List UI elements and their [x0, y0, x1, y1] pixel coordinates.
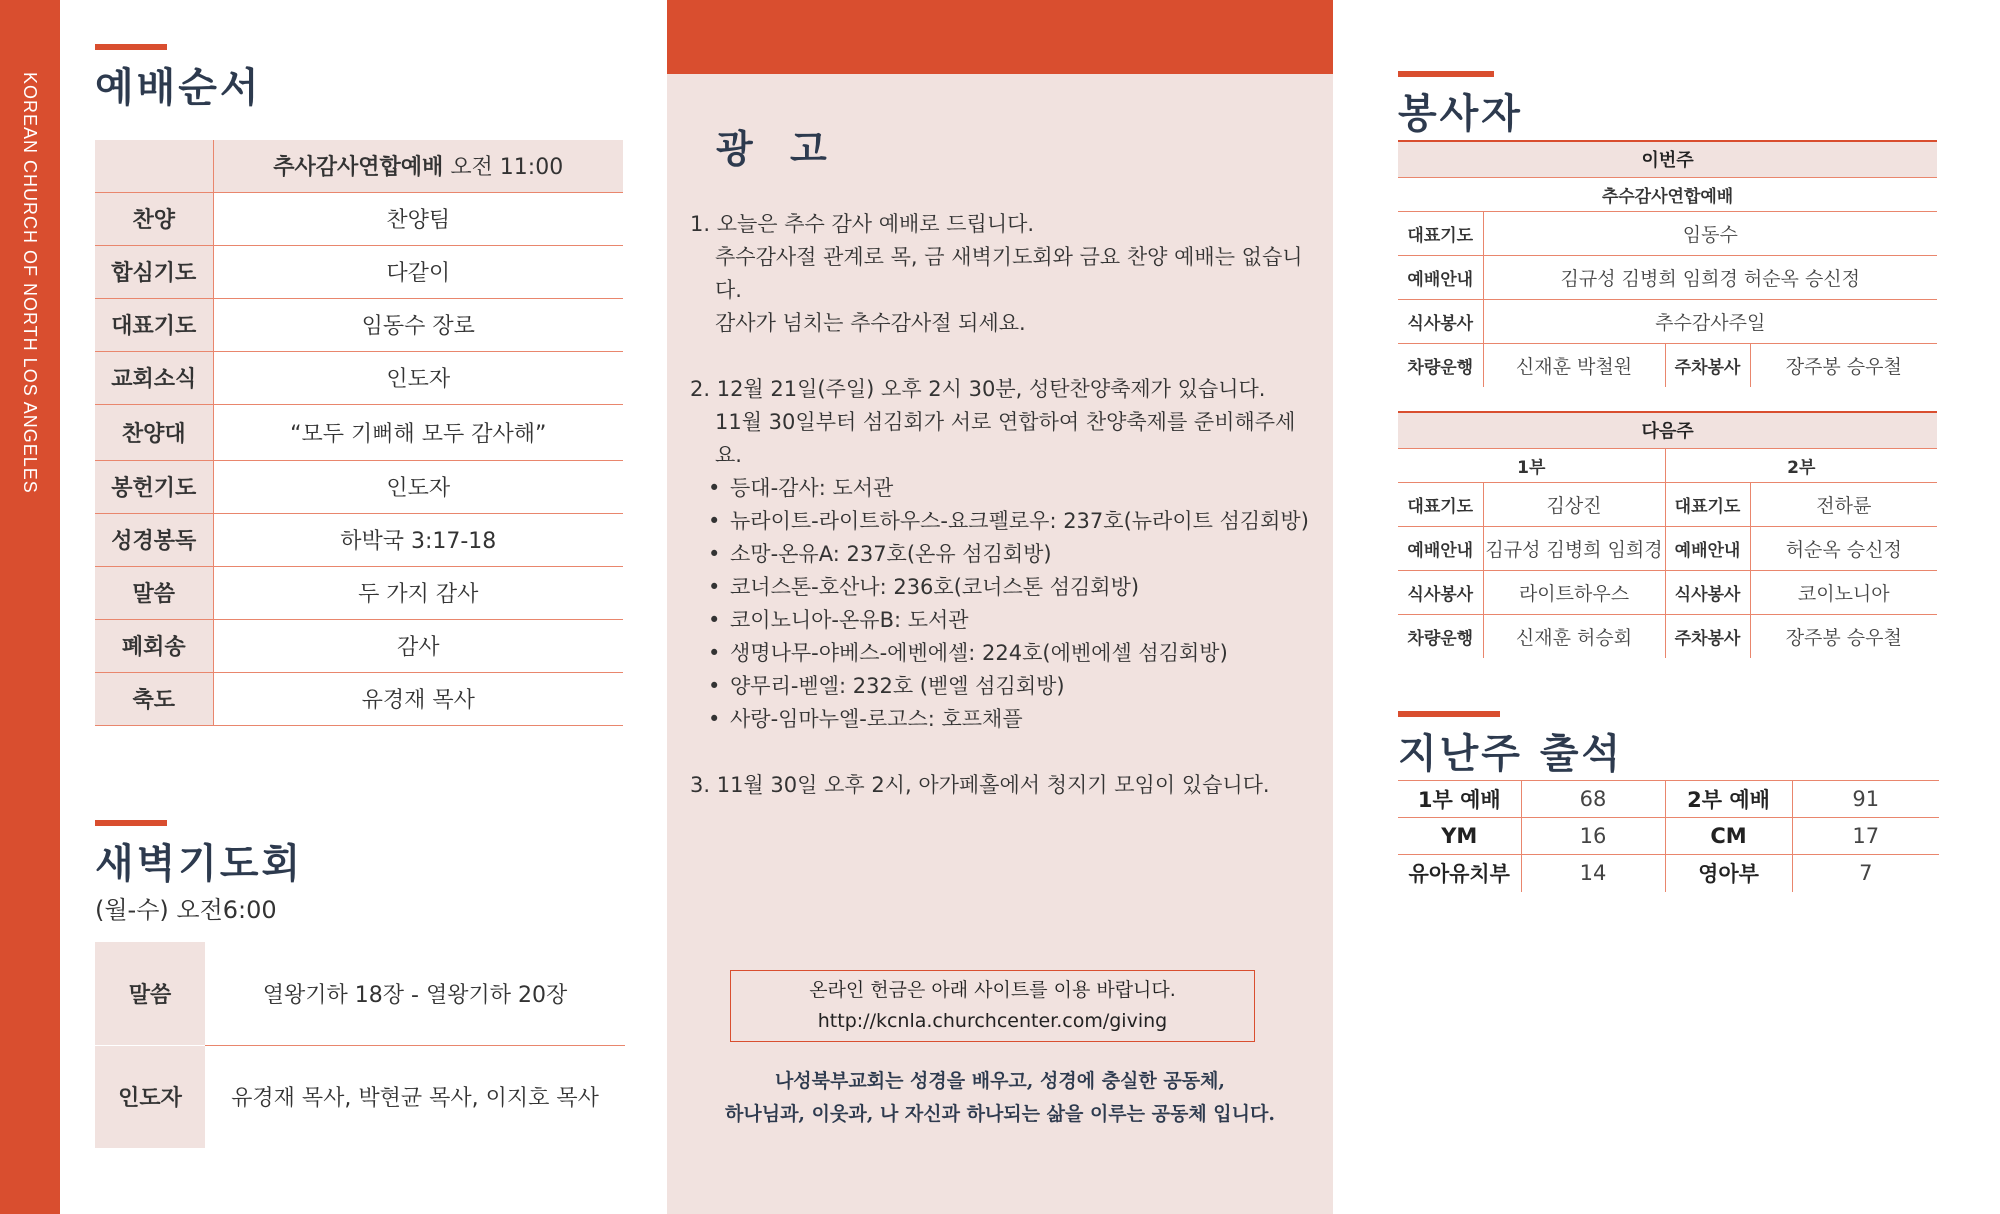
- order-value: 두 가지 감사: [213, 566, 623, 619]
- list-item: • 코이노니아-온유B: 도서관: [708, 604, 1320, 637]
- order-label: 찬양: [95, 192, 213, 245]
- side-bar: [0, 0, 60, 1214]
- vol-label: 대표기도: [1665, 482, 1750, 526]
- dawn-value: 열왕기하 18장 - 열왕기하 20장: [205, 942, 625, 1045]
- vol-value: 김규성 김병희 임희경: [1483, 526, 1665, 570]
- order-value: “모두 기뻐해 모두 감사해”: [213, 404, 623, 460]
- order-label: 축도: [95, 672, 213, 725]
- vol-label: 식사봉사: [1398, 299, 1483, 343]
- giving-url[interactable]: http://kcnla.churchcenter.com/giving: [817, 1010, 1168, 1032]
- vol-value: 신재훈 허승회: [1483, 614, 1665, 658]
- announcement-list: [690, 208, 1320, 802]
- dawn-title: 새벽기도회: [95, 840, 304, 887]
- order-value: 감사: [213, 619, 623, 672]
- att-value: 7: [1792, 855, 1939, 892]
- order-value: 찬양팀: [213, 192, 623, 245]
- service-1-label: 1부: [1398, 448, 1665, 482]
- church-name-vertical: KOREAN CHURCH OF NORTH LOS ANGELES: [20, 72, 40, 494]
- attendance-title: 지난주 출석: [1398, 730, 1624, 777]
- vol-value: 임동수: [1483, 211, 1937, 255]
- dawn-table: [95, 942, 625, 1148]
- order-row: [95, 513, 623, 566]
- service-time: 오전 11:00: [450, 155, 564, 181]
- vol-value: 코이노니아: [1750, 570, 1937, 614]
- order-row: [95, 351, 623, 404]
- vol-label: 대표기도: [1398, 482, 1483, 526]
- order-label: 대표기도: [95, 298, 213, 351]
- giving-text: 온라인 헌금은 아래 사이트를 이용 바랍니다.: [809, 979, 1176, 1001]
- dawn-label: 말씀: [95, 942, 205, 1045]
- announcement-top-band: [667, 0, 1333, 74]
- order-value: 인도자: [213, 460, 623, 513]
- attendance-table: [1398, 780, 1939, 892]
- next-week-label: 다음주: [1398, 412, 1937, 448]
- volunteers-title: 봉사자: [1398, 90, 1523, 137]
- att-label: 유아유치부: [1398, 855, 1521, 892]
- table-row: [1398, 299, 1937, 343]
- this-week-table: [1398, 140, 1937, 387]
- list-item: • 생명나무-야베스-에벤에셀: 224호(에벤에셀 섬김회방): [708, 637, 1320, 670]
- vol-value: 추수감사주일: [1483, 299, 1937, 343]
- vol-label: 예배안내: [1398, 526, 1483, 570]
- vol-value: 장주봉 승우철: [1785, 626, 1902, 649]
- this-week-header: [1398, 141, 1937, 177]
- vol-label: 대표기도: [1398, 211, 1483, 255]
- this-week-service: 추수감사연합예배: [1398, 177, 1937, 211]
- list-item: • 뉴라이트-라이트하우스-요크펠로우: 237호(뉴라이트 섬김회방): [708, 505, 1320, 538]
- table-row: [1398, 570, 1937, 614]
- list-item: • 소망-온유A: 237호(온유 섬김회방): [708, 538, 1320, 571]
- vol-label: 차량운행: [1398, 343, 1483, 387]
- order-label: 교회소식: [95, 351, 213, 404]
- table-row: [1398, 781, 1939, 818]
- vol-value: 김규성 김병희 임희경 허순옥 승신정: [1483, 255, 1937, 299]
- att-label: CM: [1665, 818, 1792, 855]
- order-row: [95, 672, 623, 725]
- list-item: • 등대-감사: 도서관: [708, 472, 1320, 505]
- order-label: 말씀: [95, 566, 213, 619]
- next-week-header: [1398, 412, 1937, 448]
- online-giving-box: [730, 970, 1255, 1042]
- ad-item-1-line: 감사가 넘치는 추수감사절 되세요.: [715, 311, 1026, 335]
- order-row: [95, 298, 623, 351]
- vol-value: 장주봉 승우철: [1785, 355, 1902, 378]
- dawn-label: 인도자: [95, 1045, 205, 1148]
- table-row: [1398, 482, 1937, 526]
- table-row: [1398, 526, 1937, 570]
- table-row: [1398, 343, 1937, 387]
- vol-label: 식사봉사: [1398, 570, 1483, 614]
- att-value: 68: [1521, 781, 1665, 818]
- this-week-service-row: [1398, 177, 1937, 211]
- vol-label: 예배안내: [1398, 255, 1483, 299]
- ad-item-2: 2. 12월 21일(주일) 오후 2시 30분, 성탄찬양축제가 있습니다.: [690, 377, 1266, 401]
- accent-bar: [95, 44, 167, 50]
- accent-bar: [1398, 711, 1500, 717]
- order-value: 임동수 장로: [213, 298, 623, 351]
- dawn-schedule: (월-수) 오전6:00: [95, 896, 277, 924]
- table-row: [1398, 855, 1939, 892]
- att-value: 16: [1521, 818, 1665, 855]
- table-row: [1398, 818, 1939, 855]
- list-item: • 코너스톤-호산나: 236호(코너스톤 섬김회방): [708, 571, 1320, 604]
- motto-line: 나성북부교회는 성경을 배우고, 성경에 충실한 공동체,: [774, 1070, 1226, 1092]
- accent-bar: [1398, 71, 1494, 77]
- table-row: [1398, 255, 1937, 299]
- ad-item-1-line: 추수감사절 관계로 목, 금 새벽기도회와 금요 찬양 예배는 없습니다.: [715, 245, 1303, 302]
- order-label: 합심기도: [95, 245, 213, 298]
- vol-value: 라이트하우스: [1483, 570, 1665, 614]
- order-row: [95, 192, 623, 245]
- order-row: [95, 404, 623, 460]
- list-item: • 사랑-임마누엘-로고스: 호프채플: [708, 703, 1320, 736]
- att-value: 91: [1792, 781, 1939, 818]
- att-value: 17: [1792, 818, 1939, 855]
- dawn-row: [95, 942, 625, 1045]
- order-row: [95, 245, 623, 298]
- order-label: 찬양대: [95, 404, 213, 460]
- ads-title: 광 고: [716, 126, 839, 171]
- service-2-label: 2부: [1665, 448, 1937, 482]
- order-header-cell: [213, 140, 623, 192]
- vol-label: 예배안내: [1665, 526, 1750, 570]
- order-label: 성경봉독: [95, 513, 213, 566]
- church-motto: [690, 1065, 1310, 1131]
- dawn-value: 유경재 목사, 박현균 목사, 이지호 목사: [231, 1086, 599, 1112]
- table-row: [1398, 211, 1937, 255]
- list-item: • 양무리-벧엘: 232호 (벧엘 섬김회방): [708, 670, 1320, 703]
- motto-line: 하나님과, 이웃과, 나 자신과 하나되는 삶을 이루는 공동체 입니다.: [725, 1103, 1275, 1125]
- att-label: 1부 예배: [1398, 781, 1521, 818]
- ad-item-2-line: 11월 30일부터 섬김회가 서로 연합하여 찬양축제를 준비해주세요.: [715, 410, 1296, 467]
- accent-bar: [95, 820, 167, 826]
- order-header-empty: [95, 140, 213, 192]
- att-label: YM: [1398, 818, 1521, 855]
- order-row: [95, 460, 623, 513]
- next-week-table: [1398, 411, 1937, 658]
- ad-item-1: 1. 오늘은 추수 감사 예배로 드립니다.: [690, 212, 1035, 236]
- order-value: 하박국 3:17-18: [213, 513, 623, 566]
- vol-label: 주차봉사: [1665, 343, 1750, 387]
- att-label: 2부 예배: [1665, 781, 1792, 818]
- vol-value: 김상진: [1483, 482, 1665, 526]
- order-row: [95, 566, 623, 619]
- table-row: [1398, 614, 1937, 658]
- vol-value: 신재훈 박철원: [1483, 343, 1665, 387]
- this-week-label: 이번주: [1398, 141, 1937, 177]
- vol-label: 주차봉사: [1665, 614, 1750, 658]
- order-label: 봉헌기도: [95, 460, 213, 513]
- att-value: 14: [1521, 855, 1665, 892]
- order-row: [95, 619, 623, 672]
- order-title: 예배순서: [95, 64, 262, 111]
- order-table: [95, 140, 623, 726]
- room-list: [690, 472, 1320, 736]
- ad-item-3: 3. 11월 30일 오후 2시, 아가페홀에서 청지기 모임이 있습니다.: [690, 773, 1270, 797]
- service-name: 추사감사연합예배: [273, 155, 444, 181]
- dawn-row: [95, 1045, 625, 1148]
- vol-label: 식사봉사: [1665, 570, 1750, 614]
- order-value: 인도자: [213, 351, 623, 404]
- vol-label: 차량운행: [1398, 614, 1483, 658]
- next-week-service-row: [1398, 448, 1937, 482]
- vol-value: 허순옥 승신정: [1750, 526, 1937, 570]
- order-value: 다같이: [213, 245, 623, 298]
- vol-value: 전하륜: [1750, 482, 1937, 526]
- att-label: 영아부: [1665, 855, 1792, 892]
- order-value: 유경재 목사: [213, 672, 623, 725]
- order-header-row: [95, 140, 623, 192]
- order-label: 폐회송: [95, 619, 213, 672]
